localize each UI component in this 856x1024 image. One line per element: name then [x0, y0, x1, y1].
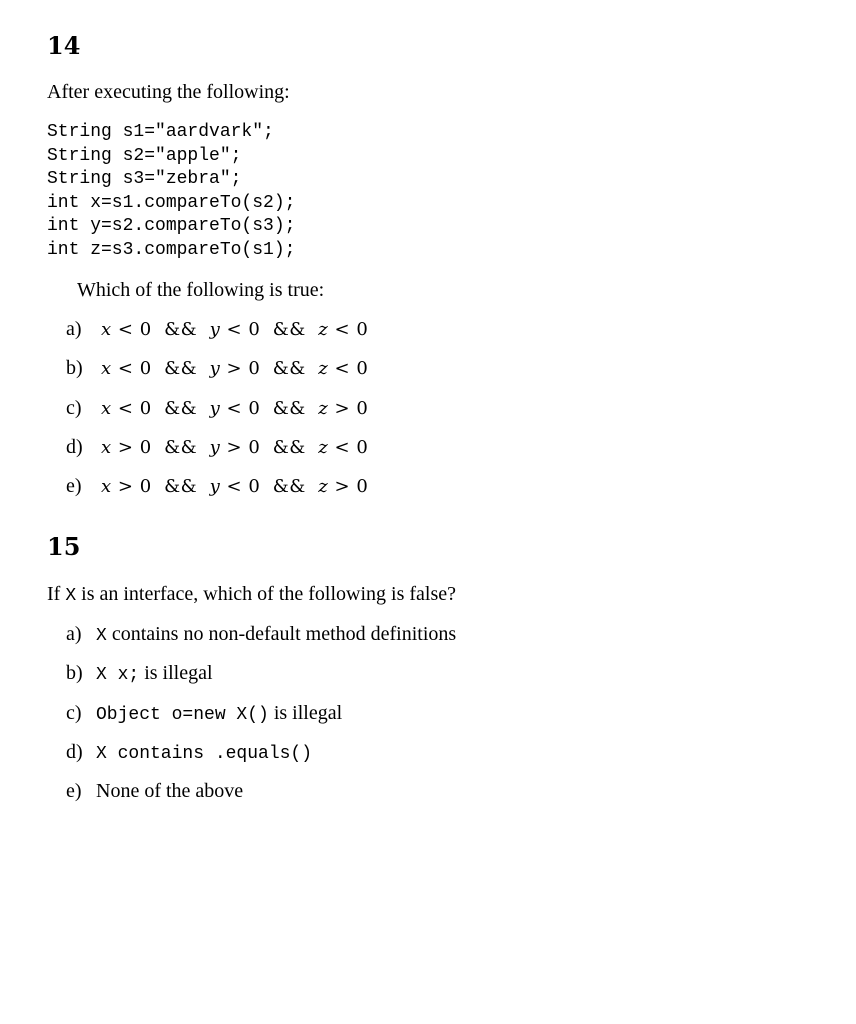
- option-letter: d): [66, 741, 83, 763]
- option-condition: x > 0 && y < 0 && z > 0: [101, 476, 369, 497]
- option-letter: b): [66, 357, 83, 379]
- question-14-option-e: [66, 474, 368, 499]
- question-14-option-d: [66, 435, 368, 460]
- option-text: is illegal: [268, 702, 343, 724]
- question-15-option-e: [66, 779, 243, 805]
- option-condition: x < 0 && y > 0 && z < 0: [101, 358, 369, 379]
- option-code: X contains .equals(): [96, 744, 313, 764]
- code-line: int z=s3.compareTo(s1);: [47, 239, 296, 260]
- code-line: int x=s1.compareTo(s2);: [47, 192, 296, 213]
- option-text: contains no non-default method definitions: [106, 623, 457, 645]
- option-letter: c): [66, 702, 82, 724]
- option-code: X x;: [96, 665, 140, 685]
- option-letter: a): [66, 623, 82, 645]
- option-code: Object o=new X(): [96, 705, 269, 725]
- code-line: String s1="aardvark";: [47, 122, 274, 142]
- option-letter: a): [66, 318, 82, 340]
- question-15-option-a: [66, 622, 456, 648]
- option-condition: x < 0 && y < 0 && z < 0: [101, 319, 369, 340]
- option-letter: b): [66, 662, 83, 684]
- question-14-prompt: After executing the following:: [47, 81, 290, 103]
- question-14-number: 14: [47, 31, 81, 60]
- question-14-question: Which of the following is true:: [77, 279, 325, 301]
- question-15-option-c: [66, 701, 342, 727]
- question-14-option-b: [66, 356, 368, 381]
- option-letter: e): [66, 475, 82, 497]
- option-text: None of the above: [96, 780, 244, 802]
- option-condition: x < 0 && y < 0 && z > 0: [101, 398, 369, 419]
- option-code: X: [96, 626, 107, 646]
- option-letter: e): [66, 780, 82, 802]
- code-line: String s2="apple";: [47, 145, 242, 166]
- question-14-option-a: [66, 317, 368, 342]
- option-text: is illegal: [139, 662, 213, 684]
- option-letter: c): [66, 397, 82, 419]
- question-15-option-b: [66, 661, 213, 687]
- code-line: String s3="zebra";: [47, 169, 242, 190]
- code-line: int y=s2.compareTo(s3);: [47, 216, 296, 237]
- option-condition: x > 0 && y > 0 && z < 0: [101, 437, 369, 458]
- question-14-option-c: [66, 396, 368, 421]
- question-14-code-block: [47, 121, 295, 263]
- question-15-number: 15: [47, 532, 81, 561]
- question-15-option-d: [66, 740, 312, 766]
- question-15-prompt: If X is an interface, which of the following is false?: [47, 583, 457, 606]
- option-letter: d): [66, 436, 83, 458]
